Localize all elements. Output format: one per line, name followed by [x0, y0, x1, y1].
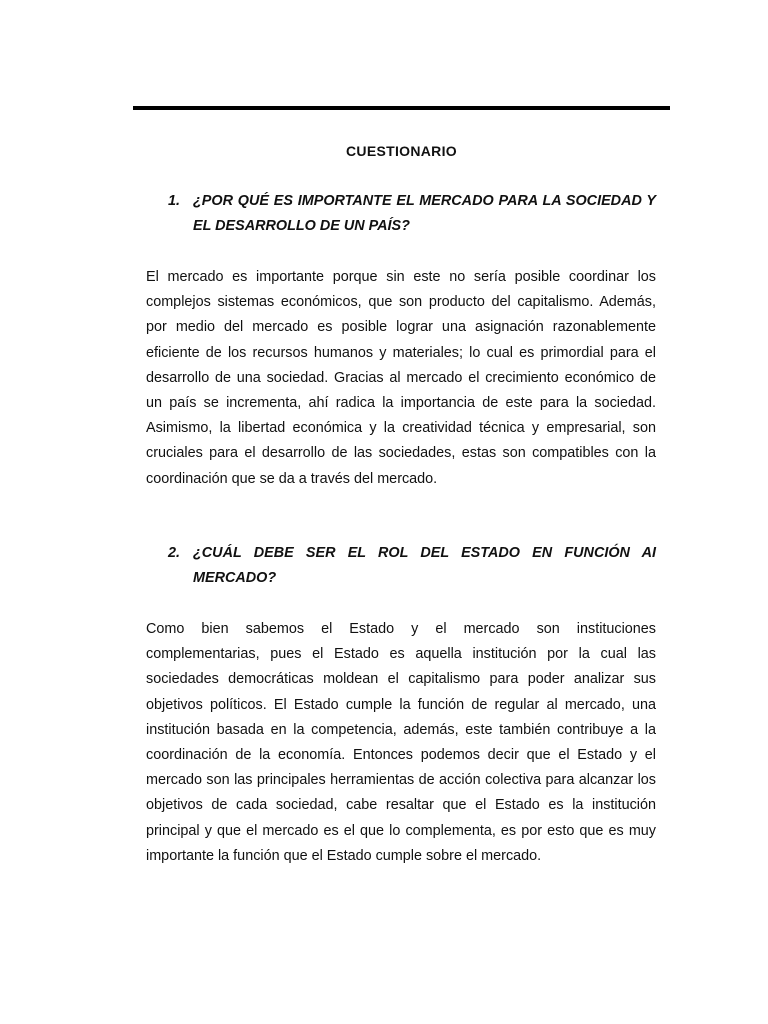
question-text: ¿CUÁL DEBE SER EL ROL DEL ESTADO EN FUNCIÓN AI MERCADO? — [193, 545, 656, 586]
answer-paragraph-2: Como bien sabemos el Estado y el mercado son instituciones complementarias, pues el Estado es aquella institución por la cual las sociedades democráticas moldean el capitalismo para poder analizar sus objetivos políticos. El Estado cumple la función de regular al mercado, una institución basada en la competencia, además, este también contribuye a la coordinación de la economía. Entonces podemos decir que el Estado y el mercado son las principales herramientas de acción colectiva para alcanzar los objetivos de cada sociedad, cabe resaltar que el Estado es la institución principal y que el mercado es el que lo complementa, es por esto que es muy importante la función que el Estado cumple sobre el mercado. — [146, 621, 656, 864]
question-2 — [146, 541, 656, 591]
document-title: CUESTIONARIO — [346, 143, 457, 159]
answer-paragraph-1: El mercado es importante porque sin este no sería posible coordinar los complejos sistemas económicos, que son producto del capitalismo. Además, por medio del mercado es posible lograr una asignación razonablemente eficiente de los recursos humanos y materiales; lo cual es primordial para el desarrollo de una sociedad. Gracias al mercado el crecimiento económico de un país se incrementa, ahí radica la importancia de este para la sociedad. Asimismo, la libertad económica y la creatividad técnica y empresarial, son cruciales para el desarrollo de las sociedades, estas son compatibles con la coordinación que se da a través del mercado. — [146, 269, 656, 487]
question-number: 2. — [168, 545, 181, 561]
question-1 — [146, 189, 656, 239]
header-rule — [133, 106, 670, 110]
question-number: 1. — [168, 193, 181, 209]
question-text: ¿POR QUÉ ES IMPORTANTE EL MERCADO PARA LA SOCIEDAD Y EL DESARROLLO DE UN PAÍS? — [193, 193, 656, 234]
